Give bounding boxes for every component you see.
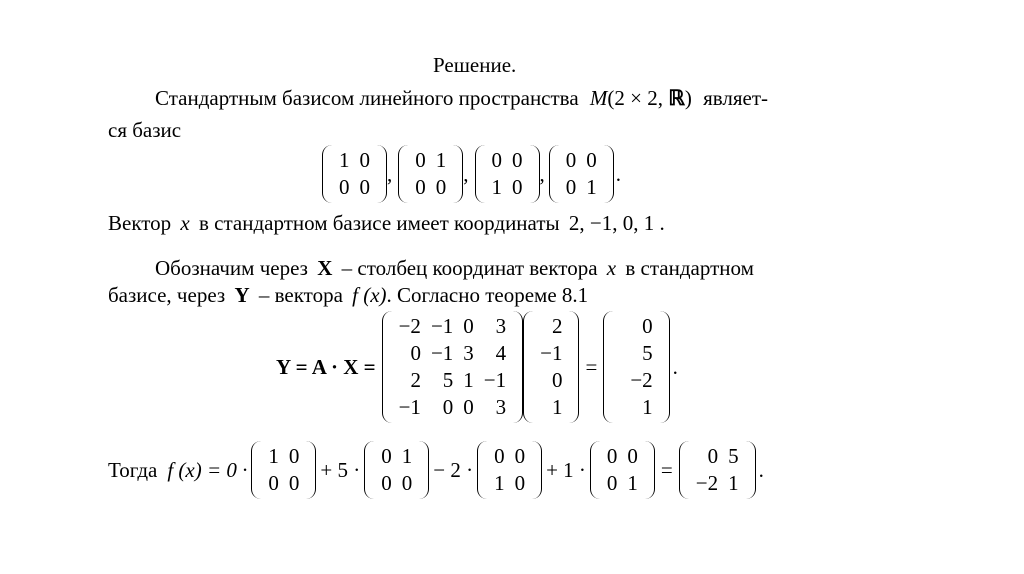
matrix-equation: Y = A · X = −2 −1 0 3 0 −1 3 4 2 5 1 −1 −1 0 0 3 2 −1 0 1 = 0 5 −2 1 . [276, 311, 678, 423]
paragraph-2-line-2: базисе, через Y – вектора f (x). Согласно теореме 8.1 [108, 283, 589, 307]
matrix-A: −2 −1 0 3 0 −1 3 4 2 5 1 −1 −1 0 0 3 [382, 311, 524, 423]
basis-matrix-3: 0 0 1 0 [475, 145, 540, 203]
final-matrix-3: 0 0 1 0 [477, 441, 542, 499]
section-heading: Решение. [433, 53, 517, 77]
vector-Y: 0 5 −2 1 [603, 311, 669, 423]
basis-matrix-2: 0 1 0 0 [398, 145, 463, 203]
paragraph-1-line-2: ся базис [108, 118, 182, 142]
vector-coordinates-line: Вектор x в стандартном базисе имеет координаты 2, −1, 0, 1 . [108, 211, 665, 235]
basis-matrix-1: 1 0 0 0 [322, 145, 387, 203]
final-matrix-2: 0 1 0 0 [364, 441, 429, 499]
final-matrix-4: 0 0 0 1 [590, 441, 655, 499]
vector-X: 2 −1 0 1 [523, 311, 579, 423]
paragraph-2-line-1: Обозначим через X – столбец координат вектора x в стандартном [155, 256, 754, 280]
final-result-line: Тогда f (x) = 0 · 1 0 0 0 + 5 · 0 1 0 0 − 2 · 0 0 1 0 + 1 · 0 0 0 1 = 0 5 −2 1 . [108, 441, 764, 499]
final-matrix-1: 1 0 0 0 [251, 441, 316, 499]
basis-matrix-4: 0 0 0 1 [549, 145, 614, 203]
basis-matrices: 1 0 0 0 , 0 1 0 0 , 0 0 1 0 , 0 0 0 1 . [322, 145, 621, 203]
paragraph-1-line-1: Стандартным базисом линейного пространства M(2 × 2, ℝ) являет- [155, 86, 769, 110]
final-result-matrix: 0 5 −2 1 [679, 441, 756, 499]
